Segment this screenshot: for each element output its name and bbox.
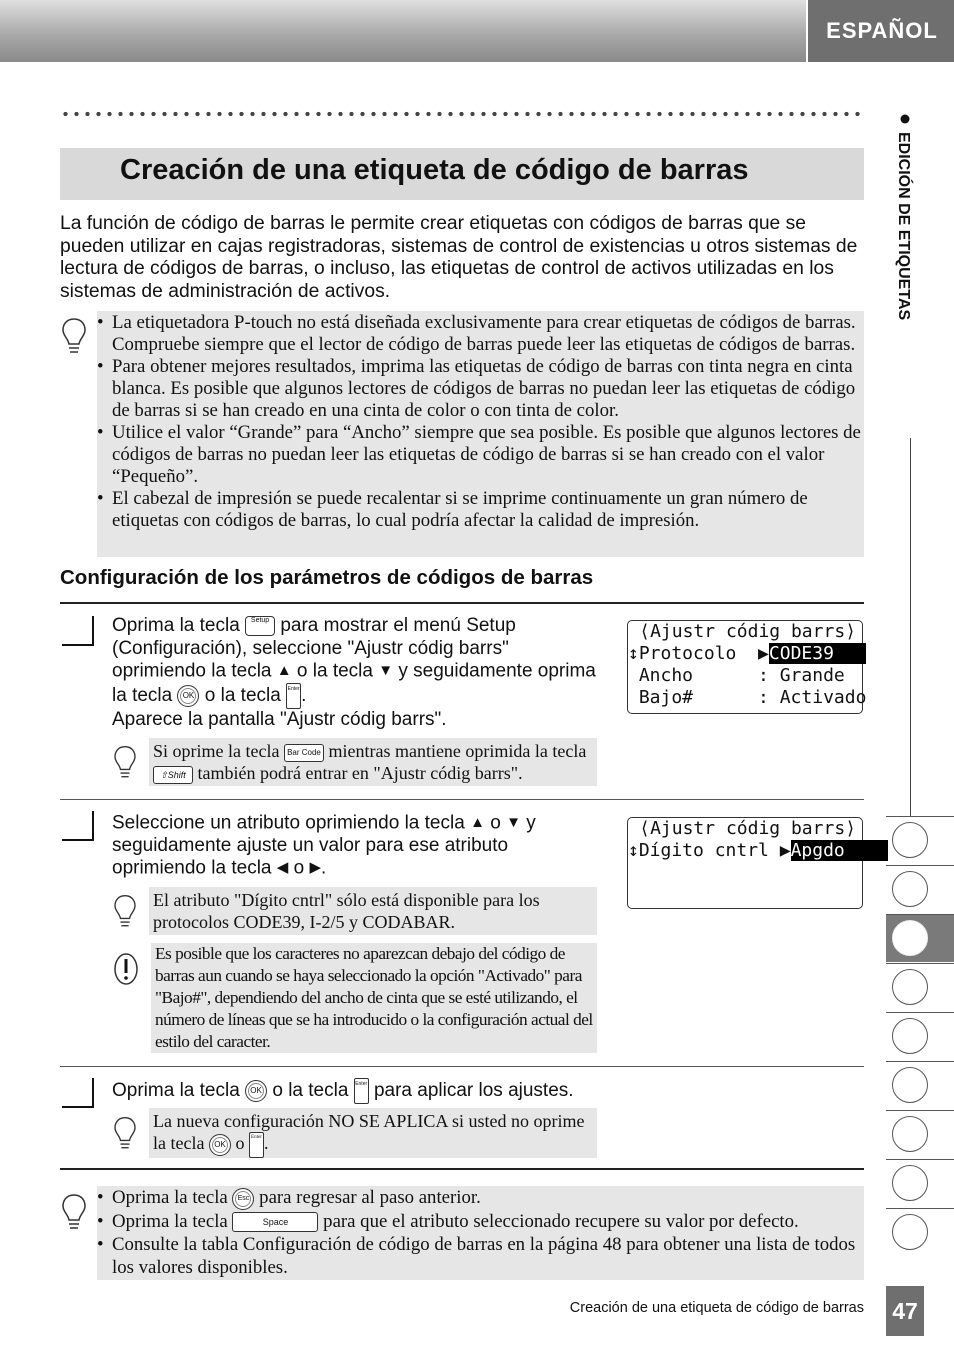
lcd-selected-value: CODE39 [768,643,867,664]
step-divider [60,1066,864,1067]
step-1-hint: Si oprime la tecla Bar Code mientras mantiene oprimida la tecla ⇧Shift también podrá entrar en "Ajustr códig barrs". [149,738,597,786]
chapter-tab-circle-icon [892,1116,928,1152]
list-item: • El cabezal de impresión se puede recalentar si se imprime continuamente un gran número de etiquetas con códigos de barras, lo cual podría afectar la calidad de impresión. [97,488,864,532]
esc-key-icon: Esc [232,1188,254,1210]
page-number: 47 [886,1286,924,1336]
shift-key-icon: ⇧Shift [153,766,193,784]
lightbulb-icon [112,893,138,933]
chapter-tab [886,963,954,1011]
lcd-row-check-digit: ↕Dígito cntrl ▶Apgdo [628,840,889,861]
ok-key-icon: OK [245,1080,267,1102]
chapter-tab [886,1061,954,1109]
step-2-marker [62,811,94,841]
page-title: Creación de una etiqueta de código de barras [120,154,749,186]
chapter-tab-circle-icon [892,1214,928,1250]
side-divider [910,438,911,816]
lcd-row-under: Bajo# : Activado [628,687,867,708]
ok-key-icon: OK [177,685,199,707]
step-2-hint: El atributo "Dígito cntrl" sólo está disponible para los protocolos CODE39, I-2/5 y CODABAR. [149,887,597,935]
step-3-marker [62,1078,94,1108]
barcode-key-icon: Bar Code [284,744,324,762]
lightbulb-icon [112,1115,138,1155]
enter-key-icon: Enter [249,1132,264,1158]
section-side-label-text: EDICIÓN DE ETIQUETAS [895,132,912,321]
lcd-screen-check-digit [627,817,889,909]
up-arrow-icon: ▲ [470,814,485,831]
chapter-tab [886,1110,954,1158]
lightbulb-icon [60,1192,88,1236]
step-2-text: Seleccione un atributo oprimiendo la tecla ▲ o ▼ y seguidamente ajuste un valor para ese atributo oprimiendo la tecla ◀ o ▶. [112,812,536,879]
setup-key-icon: Setup [245,616,275,636]
chapter-tab [886,1208,954,1256]
section-rule [60,1168,864,1170]
chapter-tab [886,1159,954,1207]
enter-key-icon: Enter [354,1078,369,1104]
right-arrow-icon: ▶ [309,859,321,877]
enter-key-icon: Enter [286,683,301,709]
dotted-divider [60,110,865,118]
list-item: • Oprima la tecla Space para que el atributo seleccionado recupere su valor por defecto. [97,1210,864,1233]
lcd-selected-value: Apgdo [790,840,889,861]
lcd-row-protocol: ↕Protocolo ▶CODE39 [628,643,867,664]
lcd-screen-barcode-setup [627,620,867,714]
left-arrow-icon: ◀ [276,859,289,877]
chapter-tab-circle-icon [892,822,928,858]
space-key-icon: Space [232,1212,318,1232]
step-1-text: Oprima la tecla Setup para mostrar el menú Setup (Configuración), seleccione "Ajustr códig barrs" oprimiendo la tecla ▲ o la tecla ▼ y seguidamente oprima la tecla OK o la tecla Enter. Aparece la pantalla "Ajustr códig barrs". [112,615,596,730]
list-item: • Utilice el valor “Grande” para “Ancho” siempre que sea posible. Es posible que algunos lectores de códigos de barras no puedan leer las etiquetas de código de barras si se han creado con el valor “Pequeño”. [97,422,864,488]
section-side-label [893,110,917,385]
list-item: • Consulte la tabla Configuración de código de barras en la página 48 para obtener una lista de todos los valores disponibles. [97,1233,864,1279]
chapter-tab-circle-icon [892,920,928,956]
step-3-text: Oprima la tecla OK o la tecla Enter para aplicar los ajustes. [112,1078,672,1104]
chapter-tab [886,865,954,913]
chapter-tab-circle-icon [892,969,928,1005]
intro-paragraph: La función de código de barras le permite crear etiquetas con códigos de barras que se pueden utilizar en cajas registradoras, sistemas de control de existencias u otros sistemas de lectura de códigos de barras, o incluso, las etiquetas de control de activos utilizadas en los sistemas de administración de activos. [60,213,858,302]
hint-note-bottom [97,1186,864,1280]
lcd-title: ⟨Ajustr códig barrs⟩ [639,818,856,839]
lightbulb-icon [60,316,88,360]
step-1-marker [62,616,94,646]
section-heading: Configuración de los parámetros de códigos de barras [60,566,594,589]
section-rule [60,602,864,604]
ok-key-icon: OK [209,1134,231,1156]
down-arrow-icon: ▼ [378,662,394,679]
step-3-hint: La nueva configuración NO SE APLICA si usted no oprime la tecla OK o Enter . [149,1108,597,1158]
up-arrow-icon: ▲ [276,662,292,679]
page-footer: Creación de una etiqueta de código de barras [569,1300,864,1316]
chapter-tab-circle-icon [892,871,928,907]
chapter-tab [886,816,954,864]
list-item: • Oprima la tecla Esc para regresar al paso anterior. [97,1186,864,1210]
hint-note-top [97,311,864,557]
chapter-tab-circle-icon [892,1018,928,1054]
chapter-tab-circle-icon [892,1165,928,1201]
language-tab: ESPAÑOL [806,0,954,62]
list-item: • La etiquetadora P-touch no está diseñada exclusivamente para crear etiquetas de códigos de barras. Compruebe siempre que el lector de código de barras puede leer las etiquetas de códigos de barras. [97,312,864,356]
down-arrow-icon: ▼ [506,814,521,831]
list-item: • Para obtener mejores resultados, imprima las etiquetas de código de barras con tinta negra en cinta blanca. Es posible que algunos lectores de códigos de barras no puedan leer las etiquetas de código de barras si se han creado en una cinta de color o con tinta de color. [97,356,864,422]
step-divider [60,799,864,800]
lcd-title: ⟨Ajustr códig barrs⟩ [639,621,856,642]
lightbulb-icon [112,744,138,784]
warning-icon [112,951,140,987]
chapter-tab [886,1012,954,1060]
lcd-row-width: Ancho : Grande [628,665,845,686]
chapter-tab-circle-icon [892,1067,928,1103]
step-2-warning: Es posible que los caracteres no aparezcan debajo del código de barras aun cuando se haya seleccionado la opción "Activado" para "Bajo#", dependiendo del ancho de cinta que se esté utilizando, el número de líneas que se ha introducido o la configuración actual del estilo del caracter. [151,943,597,1053]
chapter-tab [886,914,954,962]
